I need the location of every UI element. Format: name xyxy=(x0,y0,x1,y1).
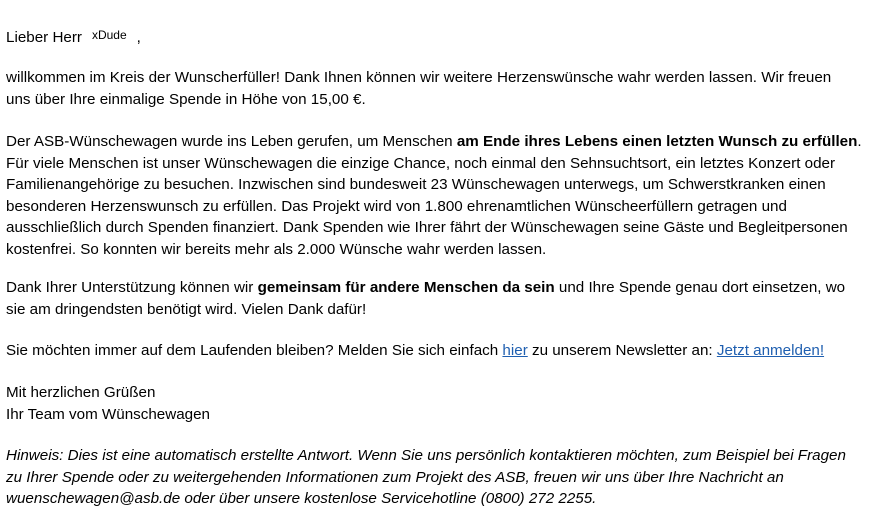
support-line-1-text: Dank Ihrer Unterstützung können wir xyxy=(6,279,258,296)
greeting-salutation: Lieber Herr xyxy=(6,29,82,46)
newsletter-paragraph xyxy=(6,340,864,362)
newsletter-text: Sie möchten immer auf dem Laufenden bleiben? Melden Sie sich einfach xyxy=(6,342,503,359)
project-line-1-text: Der ASB-Wünschewagen wurde ins Leben gerufen, um Menschen xyxy=(6,133,457,150)
project-line-1-bold: am Ende ihres Lebens einen letzten Wunsch zu erfüllen xyxy=(456,133,858,150)
project-line-3: Familienangehörige zu besuchen. Inzwischen sind bundesweit 23 Wünschewagen unterwegs, um Schwerstkranken einen xyxy=(6,176,826,193)
support-line-1-end: und Ihre Spende genau dort einsetzen, wo xyxy=(554,279,846,296)
auto-reply-note xyxy=(6,445,864,510)
welcome-paragraph xyxy=(6,67,864,110)
closing xyxy=(6,382,864,425)
closing-signature: Ihr Team vom Wünschewagen xyxy=(6,405,210,423)
project-line-4: besonderen Herzenswunsch zu erfüllen. Das Projekt wird von 1.800 ehrenamtlichen Wünscheerfüllern getragen und xyxy=(6,197,787,215)
support-line-1-bold: gemeinsam für andere Menschen da sein xyxy=(257,279,555,296)
support-line-2: sie am dringendsten benötigt wird. Vielen Dank dafür! xyxy=(6,300,367,318)
project-line-6: kostenfrei. So konnten wir bereits mehr als 2.000 Wünsche wahr werden lassen. xyxy=(6,240,547,258)
greeting xyxy=(6,25,864,49)
recipient-name: xDude xyxy=(91,28,127,42)
project-line-5: ausschließlich durch Spenden finanziert. Dank Spenden wie Ihrer fährt der Wünschewagen seine Gäste und Begleitpersonen xyxy=(6,219,848,236)
support-paragraph xyxy=(6,277,864,320)
support-line-1 xyxy=(6,277,864,299)
project-line-1 xyxy=(6,131,864,153)
welcome-line-2: uns über Ihre einmalige Spende in Höhe von 15,00 €. xyxy=(6,90,366,108)
newsletter-signup-link[interactable]: Jetzt anmelden! xyxy=(716,342,825,359)
project-paragraph xyxy=(6,131,864,260)
note-line-1: Hinweis: Dies ist eine automatisch erstellte Antwort. Wenn Sie uns persönlich kontaktieren möchten, zum Beispiel bei Fragen xyxy=(6,447,846,464)
greeting-comma: , xyxy=(136,29,141,46)
welcome-line-1: willkommen im Kreis der Wunscherfüller! Dank Ihnen können wir weitere Herzenswünsche wahr werden lassen. Wir freuen xyxy=(6,69,832,86)
newsletter-line xyxy=(6,340,864,362)
newsletter-here-link[interactable]: hier xyxy=(502,342,528,359)
project-line-1-end: . xyxy=(857,133,862,150)
closing-greeting: Mit herzlichen Grüßen xyxy=(6,384,156,401)
newsletter-text-mid: zu unserem Newsletter an: xyxy=(527,342,717,359)
project-line-2: Für viele Menschen ist unser Wünschewagen die einzige Chance, noch einmal den Sehnsuchtsort, ein letztes Konzert oder xyxy=(6,154,836,172)
note-line-3: wuenschewagen@asb.de oder über unsere kostenlose Servicehotline (0800) 272 2255. xyxy=(6,490,597,507)
note-line-2: zu Ihrer Spende oder zu weitergehenden Informationen zum Projekt des ASB, freuen wir uns über Ihre Nachricht an xyxy=(6,468,784,486)
